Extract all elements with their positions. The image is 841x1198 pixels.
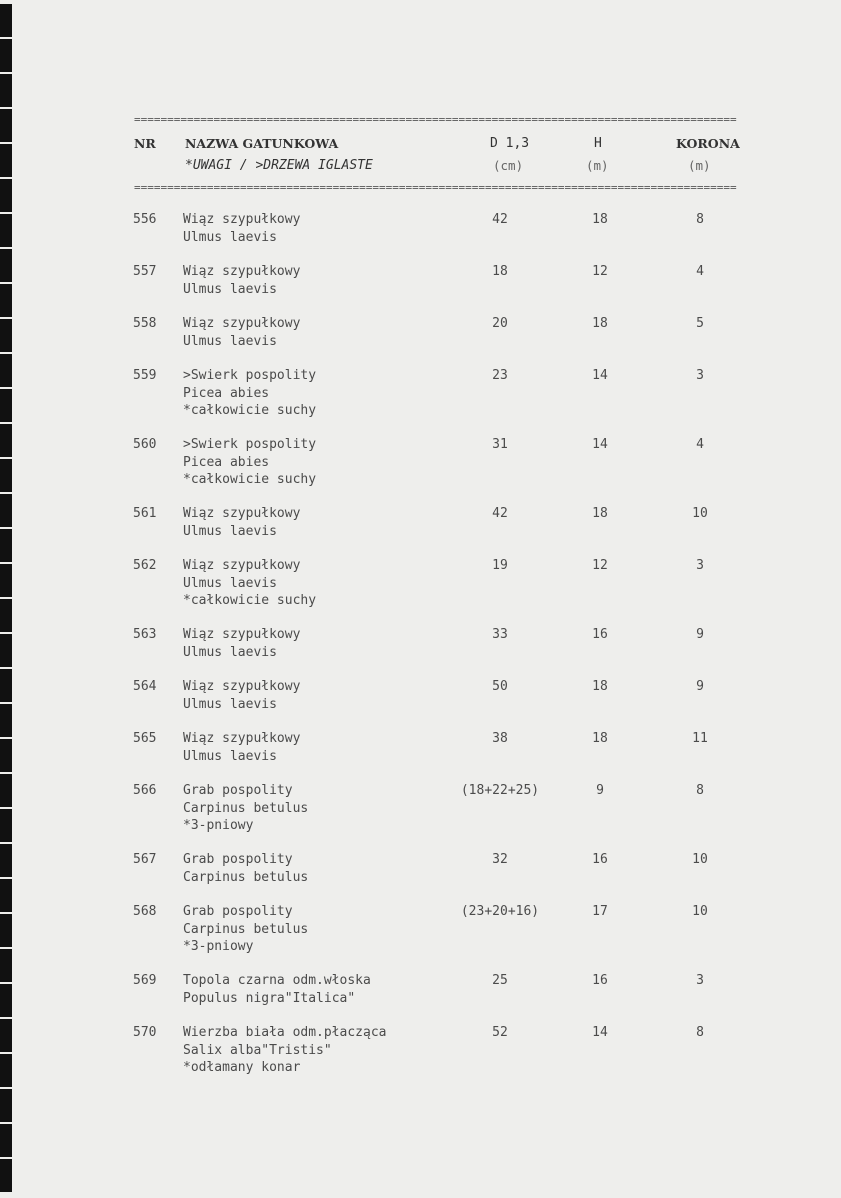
species-common-name: >Swierk pospolity [183, 368, 317, 383]
species-latin-name: Ulmus laevis [183, 333, 277, 349]
tree-height: 9 [596, 783, 604, 798]
trunk-diameter: (23+20+16) [460, 904, 540, 919]
column-header-height: H [594, 136, 602, 151]
tree-height: 14 [592, 368, 608, 383]
tree-species-name [183, 1024, 387, 1077]
tree-height: 18 [592, 316, 608, 331]
crown-width: 9 [696, 679, 704, 694]
unit-korona: (m) [688, 158, 711, 173]
tree-number: 570 [133, 1025, 157, 1040]
binding-hole [0, 179, 12, 212]
tree-species-name [183, 211, 300, 246]
species-common-name: >Swierk pospolity [183, 437, 317, 452]
tree-height: 18 [592, 212, 608, 227]
crown-width: 10 [692, 904, 708, 919]
trunk-diameter: 52 [492, 1025, 508, 1040]
table-row [0, 505, 841, 559]
crown-width: 3 [696, 558, 704, 573]
tree-height: 12 [592, 558, 608, 573]
binding-hole [0, 144, 12, 177]
tree-remark: *3-pniowy [183, 939, 254, 954]
column-subheader-notes: *UWAGI / >DRZEWA IGLASTE [185, 158, 373, 173]
trunk-diameter: 33 [492, 627, 508, 642]
tree-species-name [183, 972, 371, 1007]
species-common-name: Wiąz szypułkowy [183, 558, 301, 573]
species-common-name: Topola czarna odm.włoska [183, 973, 371, 988]
species-common-name: Wiąz szypułkowy [183, 679, 301, 694]
species-latin-name: Ulmus laevis [183, 696, 277, 712]
tree-remark: *całkowicie suchy [183, 593, 317, 608]
tree-number: 562 [133, 558, 157, 573]
tree-height: 16 [592, 973, 608, 988]
header-top-separator: =========================================================================================== [134, 116, 737, 124]
table-row [0, 626, 841, 680]
column-header-korona: KORONA [676, 136, 740, 151]
binding-hole [0, 4, 12, 37]
binding-hole [0, 1089, 12, 1122]
tree-number: 557 [133, 264, 157, 279]
binding-hole [0, 1159, 12, 1192]
tree-number: 560 [133, 437, 157, 452]
crown-width: 9 [696, 627, 704, 642]
crown-width: 3 [696, 368, 704, 383]
tree-species-name [183, 263, 300, 298]
unit-diameter: (cm) [493, 158, 524, 173]
crown-width: 4 [696, 437, 704, 452]
crown-width: 4 [696, 264, 704, 279]
species-common-name: Wiąz szypułkowy [183, 212, 301, 227]
table-row [0, 782, 841, 836]
species-common-name: Wiąz szypułkowy [183, 316, 301, 331]
tree-remark: *całkowicie suchy [183, 403, 317, 418]
trunk-diameter: 42 [492, 506, 508, 521]
tree-number: 561 [133, 506, 157, 521]
trunk-diameter: 32 [492, 852, 508, 867]
tree-number: 569 [133, 973, 157, 988]
trunk-diameter: 42 [492, 212, 508, 227]
crown-width: 8 [696, 1025, 704, 1040]
tree-species-name [183, 678, 300, 713]
species-latin-name: Ulmus laevis [183, 281, 277, 297]
species-latin-name: Picea abies [183, 454, 270, 470]
species-common-name: Wiąz szypułkowy [183, 264, 301, 279]
table-row [0, 972, 841, 1026]
tree-number: 556 [133, 212, 157, 227]
table-row [0, 211, 841, 265]
tree-species-name [183, 505, 300, 540]
trunk-diameter: 38 [492, 731, 508, 746]
table-row [0, 557, 841, 611]
species-latin-name: Ulmus laevis [183, 575, 277, 591]
binding-hole [0, 1124, 12, 1157]
trunk-diameter: 18 [492, 264, 508, 279]
species-latin-name: Ulmus laevis [183, 644, 277, 660]
species-common-name: Grab pospolity [183, 904, 293, 919]
tree-height: 18 [592, 731, 608, 746]
tree-number: 559 [133, 368, 157, 383]
crown-width: 3 [696, 973, 704, 988]
tree-height: 18 [592, 679, 608, 694]
tree-species-name [183, 436, 316, 489]
species-latin-name: Picea abies [183, 385, 270, 401]
trunk-diameter: 20 [492, 316, 508, 331]
species-latin-name: Carpinus betulus [183, 869, 309, 885]
tree-height: 16 [592, 627, 608, 642]
header-bottom-separator: =========================================================================================== [134, 184, 737, 192]
tree-number: 564 [133, 679, 157, 694]
column-header-nr: NR [134, 136, 156, 151]
column-header-diameter: D 1,3 [490, 136, 530, 151]
binding-hole [0, 109, 12, 142]
tree-species-name [183, 851, 308, 886]
tree-species-name [183, 903, 308, 956]
tree-species-name [183, 315, 300, 350]
trunk-diameter: 31 [492, 437, 508, 452]
table-row [0, 367, 841, 421]
tree-number: 566 [133, 783, 157, 798]
table-row [0, 1024, 841, 1078]
species-latin-name: Ulmus laevis [183, 748, 277, 764]
tree-height: 18 [592, 506, 608, 521]
species-common-name: Wierzba biała odm.płacząca [183, 1025, 387, 1040]
table-row [0, 315, 841, 369]
tree-height: 17 [592, 904, 608, 919]
binding-hole [0, 39, 12, 72]
table-row [0, 263, 841, 317]
crown-width: 11 [692, 731, 708, 746]
table-row [0, 678, 841, 732]
species-latin-name: Ulmus laevis [183, 229, 277, 245]
species-latin-name: Carpinus betulus [183, 800, 309, 816]
crown-width: 10 [692, 506, 708, 521]
crown-width: 8 [696, 783, 704, 798]
table-row [0, 730, 841, 784]
tree-number: 568 [133, 904, 157, 919]
tree-height: 14 [592, 437, 608, 452]
tree-number: 558 [133, 316, 157, 331]
crown-width: 5 [696, 316, 704, 331]
tree-species-name [183, 782, 308, 835]
species-common-name: Grab pospolity [183, 852, 293, 867]
trunk-diameter: 23 [492, 368, 508, 383]
species-latin-name: Ulmus laevis [183, 523, 277, 539]
trunk-diameter: (18+22+25) [460, 783, 540, 798]
binding-hole [0, 74, 12, 107]
tree-height: 12 [592, 264, 608, 279]
species-common-name: Wiąz szypułkowy [183, 506, 301, 521]
tree-remark: *3-pniowy [183, 818, 254, 833]
trunk-diameter: 19 [492, 558, 508, 573]
tree-height: 14 [592, 1025, 608, 1040]
tree-species-name [183, 367, 316, 420]
column-header-name: NAZWA GATUNKOWA [185, 136, 339, 151]
trunk-diameter: 25 [492, 973, 508, 988]
table-row [0, 903, 841, 957]
species-common-name: Grab pospolity [183, 783, 293, 798]
unit-height: (m) [586, 158, 609, 173]
tree-number: 565 [133, 731, 157, 746]
trunk-diameter: 50 [492, 679, 508, 694]
tree-species-name [183, 730, 300, 765]
tree-number: 563 [133, 627, 157, 642]
tree-remark: *całkowicie suchy [183, 472, 317, 487]
tree-species-name [183, 626, 300, 661]
species-common-name: Wiąz szypułkowy [183, 731, 301, 746]
table-row [0, 436, 841, 490]
species-latin-name: Salix alba"Tristis" [183, 1042, 332, 1058]
tree-number: 567 [133, 852, 157, 867]
tree-remark: *odłamany konar [183, 1060, 301, 1075]
tree-height: 16 [592, 852, 608, 867]
species-latin-name: Carpinus betulus [183, 921, 309, 937]
species-latin-name: Populus nigra"Italica" [183, 990, 356, 1006]
species-common-name: Wiąz szypułkowy [183, 627, 301, 642]
table-row [0, 851, 841, 905]
crown-width: 8 [696, 212, 704, 227]
tree-species-name [183, 557, 316, 610]
crown-width: 10 [692, 852, 708, 867]
